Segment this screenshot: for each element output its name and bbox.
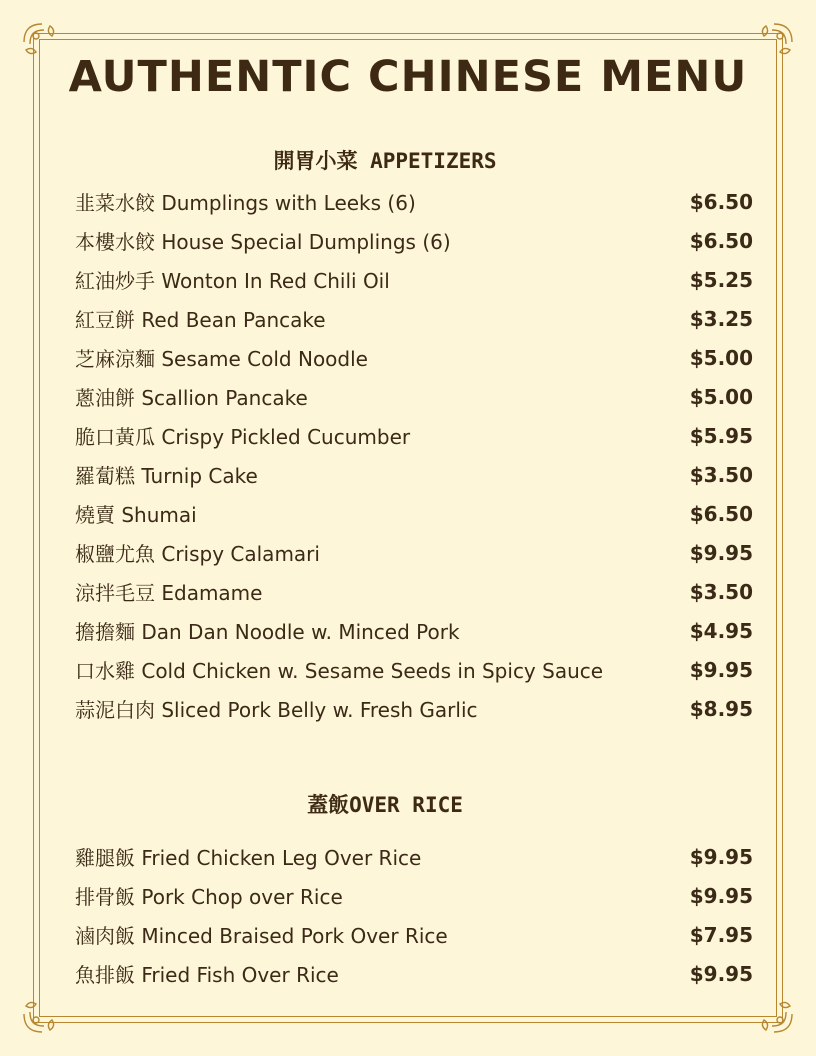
menu-item <box>75 455 753 494</box>
item-price: $6.50 <box>689 189 753 214</box>
item-name: 燒賣 Shumai <box>75 503 197 527</box>
item-name: 蒜泥白肉 Sliced Pork Belly w. Fresh Garlic <box>75 698 478 722</box>
item-price: $3.50 <box>689 579 753 604</box>
item-name: 椒鹽尤魚 Crispy Calamari <box>75 542 320 566</box>
item-price: $5.00 <box>689 384 753 409</box>
ornament-corner-icon <box>752 992 796 1036</box>
menu-title: AUTHENTIC CHINESE MENU <box>68 52 748 102</box>
item-price: $9.95 <box>689 657 753 682</box>
item-price: $6.50 <box>689 228 753 253</box>
menu-item <box>75 338 753 377</box>
menu-item <box>75 837 753 876</box>
item-name: 口水雞 Cold Chicken w. Sesame Seeds in Spicy Sauce <box>75 659 604 683</box>
item-price: $5.00 <box>689 345 753 370</box>
over-rice-list <box>75 837 753 993</box>
item-price: $9.95 <box>689 883 753 908</box>
menu-item <box>75 611 753 650</box>
menu-item <box>75 650 753 689</box>
menu-item <box>75 954 753 993</box>
item-price: $4.95 <box>689 618 753 643</box>
menu-item <box>75 915 753 954</box>
item-name: 本樓水餃 House Special Dumplings (6) <box>75 230 451 254</box>
menu-item <box>75 260 753 299</box>
item-name: 魚排飯 Fried Fish Over Rice <box>75 963 339 987</box>
item-name: 雞腿飯 Fried Chicken Leg Over Rice <box>75 846 422 870</box>
item-price: $8.95 <box>689 696 753 721</box>
item-price: $3.50 <box>689 462 753 487</box>
item-name: 羅蔔糕 Turnip Cake <box>75 464 258 488</box>
menu-item <box>75 377 753 416</box>
item-price: $3.25 <box>689 306 753 331</box>
section-heading-over-rice: 蓋飯OVER RICE <box>307 793 463 817</box>
item-price: $9.95 <box>689 540 753 565</box>
menu-item <box>75 299 753 338</box>
item-price: $9.95 <box>689 961 753 986</box>
item-name: 滷肉飯 Minced Braised Pork Over Rice <box>75 924 448 948</box>
menu-item <box>75 182 753 221</box>
item-price: $7.95 <box>689 922 753 947</box>
item-name: 紅豆餅 Red Bean Pancake <box>75 308 326 332</box>
menu-item <box>75 416 753 455</box>
item-name: 紅油炒手 Wonton In Red Chili Oil <box>75 269 390 293</box>
item-price: $5.95 <box>689 423 753 448</box>
item-name: 芝麻涼麵 Sesame Cold Noodle <box>75 347 368 371</box>
item-name: 排骨飯 Pork Chop over Rice <box>75 885 343 909</box>
ornament-corner-icon <box>20 992 64 1036</box>
item-price: $9.95 <box>689 844 753 869</box>
menu-item <box>75 494 753 533</box>
menu-item <box>75 221 753 260</box>
item-name: 蔥油餅 Scallion Pancake <box>75 386 308 410</box>
menu-item <box>75 533 753 572</box>
item-name: 涼拌毛豆 Edamame <box>75 581 263 605</box>
item-price: $6.50 <box>689 501 753 526</box>
item-name: 擔擔麵 Dan Dan Noodle w. Minced Pork <box>75 620 460 644</box>
menu-item <box>75 572 753 611</box>
menu-item <box>75 689 753 728</box>
menu-item <box>75 876 753 915</box>
item-price: $5.25 <box>689 267 753 292</box>
item-name: 韭菜水餃 Dumplings with Leeks (6) <box>75 191 416 215</box>
appetizers-list <box>75 182 753 728</box>
item-name: 脆口黃瓜 Crispy Pickled Cucumber <box>75 425 411 449</box>
section-heading-appetizers: 開胃小菜 APPETIZERS <box>273 149 497 173</box>
